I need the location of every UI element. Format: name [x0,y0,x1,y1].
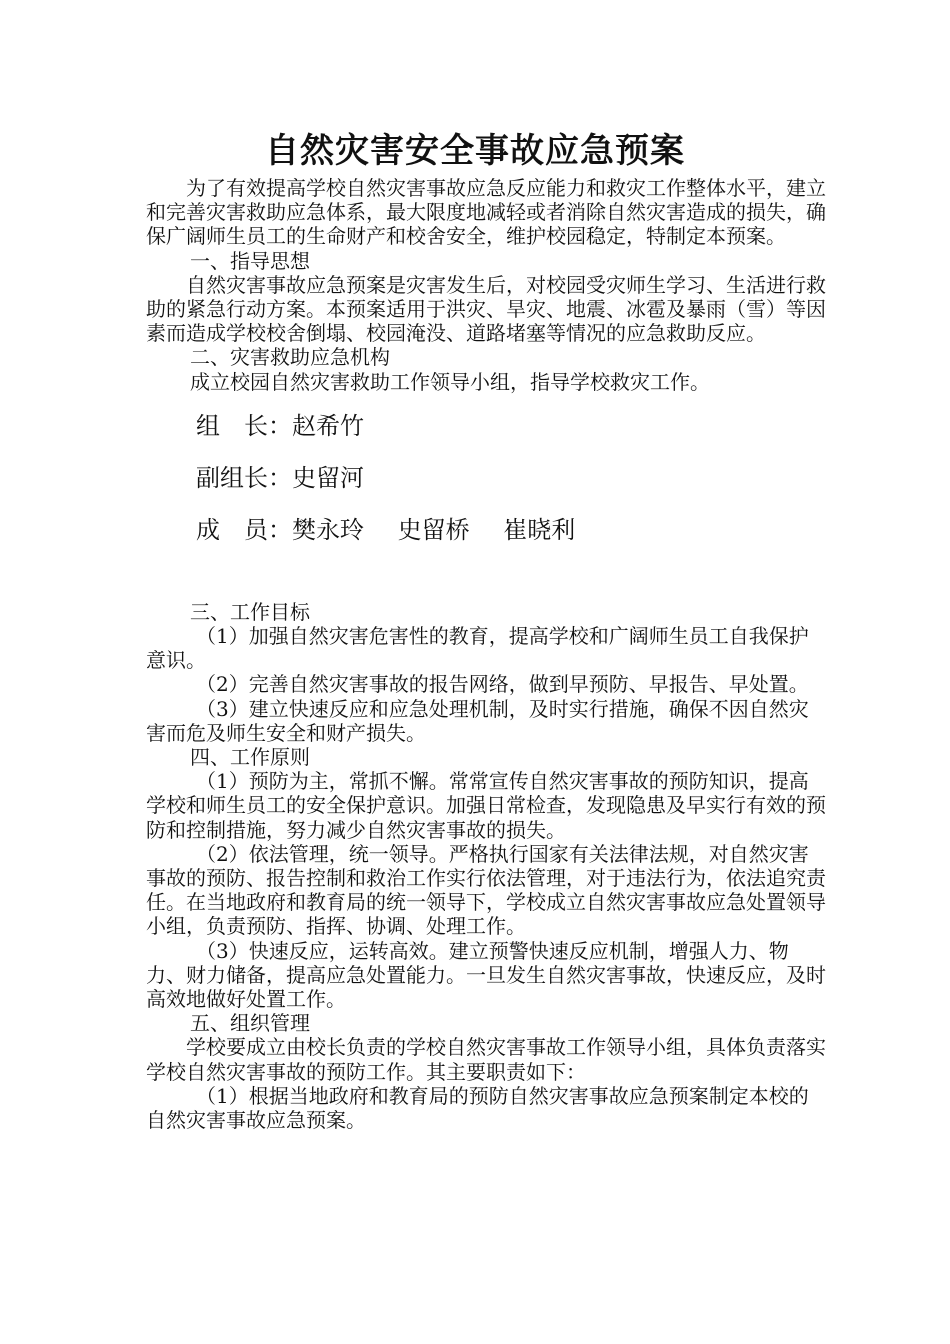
work-principle-item: （3）快速反应，运转高效。建立预警快速反应机制，增强人力、物力、财力储备，提高应急处置能力。一旦发生自然灾害事故，快速反应，及时高效地做好处置工作。 [146,938,826,1012]
member-name: 史留桥 [397,515,470,544]
member-name: 崔晓利 [503,515,576,544]
work-principle-item: （2）依法管理，统一领导。严格执行国家有关法律法规，对自然灾害事故的预防、报告控制和救治工作实行依法管理，对于违法行为，依法追究责任。在当地政府和教育局的统一领导下，学校成立自然灾害事故应急处置领导小组，负责预防、指挥、协调、处理工作。 [146,841,826,939]
organization-duty-item: （1）根据当地政府和教育局的预防自然灾害事故应急预案制定本校的自然灾害事故应急预案。 [146,1083,809,1133]
document-body [146,176,826,1132]
organization-management-paragraph: 学校要成立由校长负责的学校自然灾害事故工作领导小组，具体负责落实学校自然灾害事故的预防工作。其主要职责如下： [146,1035,826,1084]
member-names [292,514,601,566]
leader-row [196,410,826,462]
member-label: 成 员： [196,515,292,544]
work-goal-item: （3）建立快速反应和应急处理机制，及时实行措施，确保不因自然灾害而危及师生安全和财产损失。 [146,696,809,745]
member-row [196,514,826,566]
guiding-ideology-paragraph: 自然灾害事故应急预案是灾害发生后，对校园受灾师生学习、生活进行救助的紧急行动方案。本预案适用于洪灾、旱灾、地震、冰雹及暴雨（雪）等因素而造成学校校舍倒塌、校园淹没、道路堵塞等情况的应急救助反应。 [146,272,826,346]
intro-paragraph: 为了有效提高学校自然灾害事故应急反应能力和救灾工作整体水平，建立和完善灾害救助应急体系，最大限度地减轻或者消除自然灾害造成的损失，确保广阔师生员工的生命财产和校舍安全，维护校园稳定，特制定本预案。 [146,176,826,249]
emergency-agency-paragraph: 成立校园自然灾害救助工作领导小组，指导学校救灾工作。 [190,369,710,394]
section-heading-emergency-agency: 二、灾害救助应急机构 [190,345,390,370]
section-heading-organization-management: 五、组织管理 [190,1011,310,1036]
section-heading-guiding-ideology: 一、指导思想 [190,248,310,273]
work-goal-item: （2）完善自然灾害事故的报告网络，做到早预防、早报告、早处置。 [196,672,809,697]
leadership-list [146,410,826,566]
section-heading-work-principles: 四、工作原则 [190,745,310,770]
document-title: 自然灾害安全事故应急预案 [265,131,685,171]
member-name: 樊永玲 [292,515,364,544]
deputy-leader-label: 副组长： [196,463,292,492]
leader-label: 组 长： [196,411,292,440]
leader-name: 赵希竹 [292,411,364,440]
work-goal-item: （1）加强自然灾害危害性的教育，提高学校和广阔师生员工自我保护意识。 [146,624,809,673]
deputy-leader-row [196,462,826,514]
deputy-leader-name: 史留河 [292,463,364,492]
section-heading-work-goals: 三、工作目标 [190,599,310,624]
work-principle-item: （1）预防为主，常抓不懈。常常宣传自然灾害事故的预防知识，提高学校和师生员工的安全保护意识。加强日常检查，发现隐患及早实行有效的预防和控制措施，努力减少自然灾害事故的损失。 [146,769,826,842]
